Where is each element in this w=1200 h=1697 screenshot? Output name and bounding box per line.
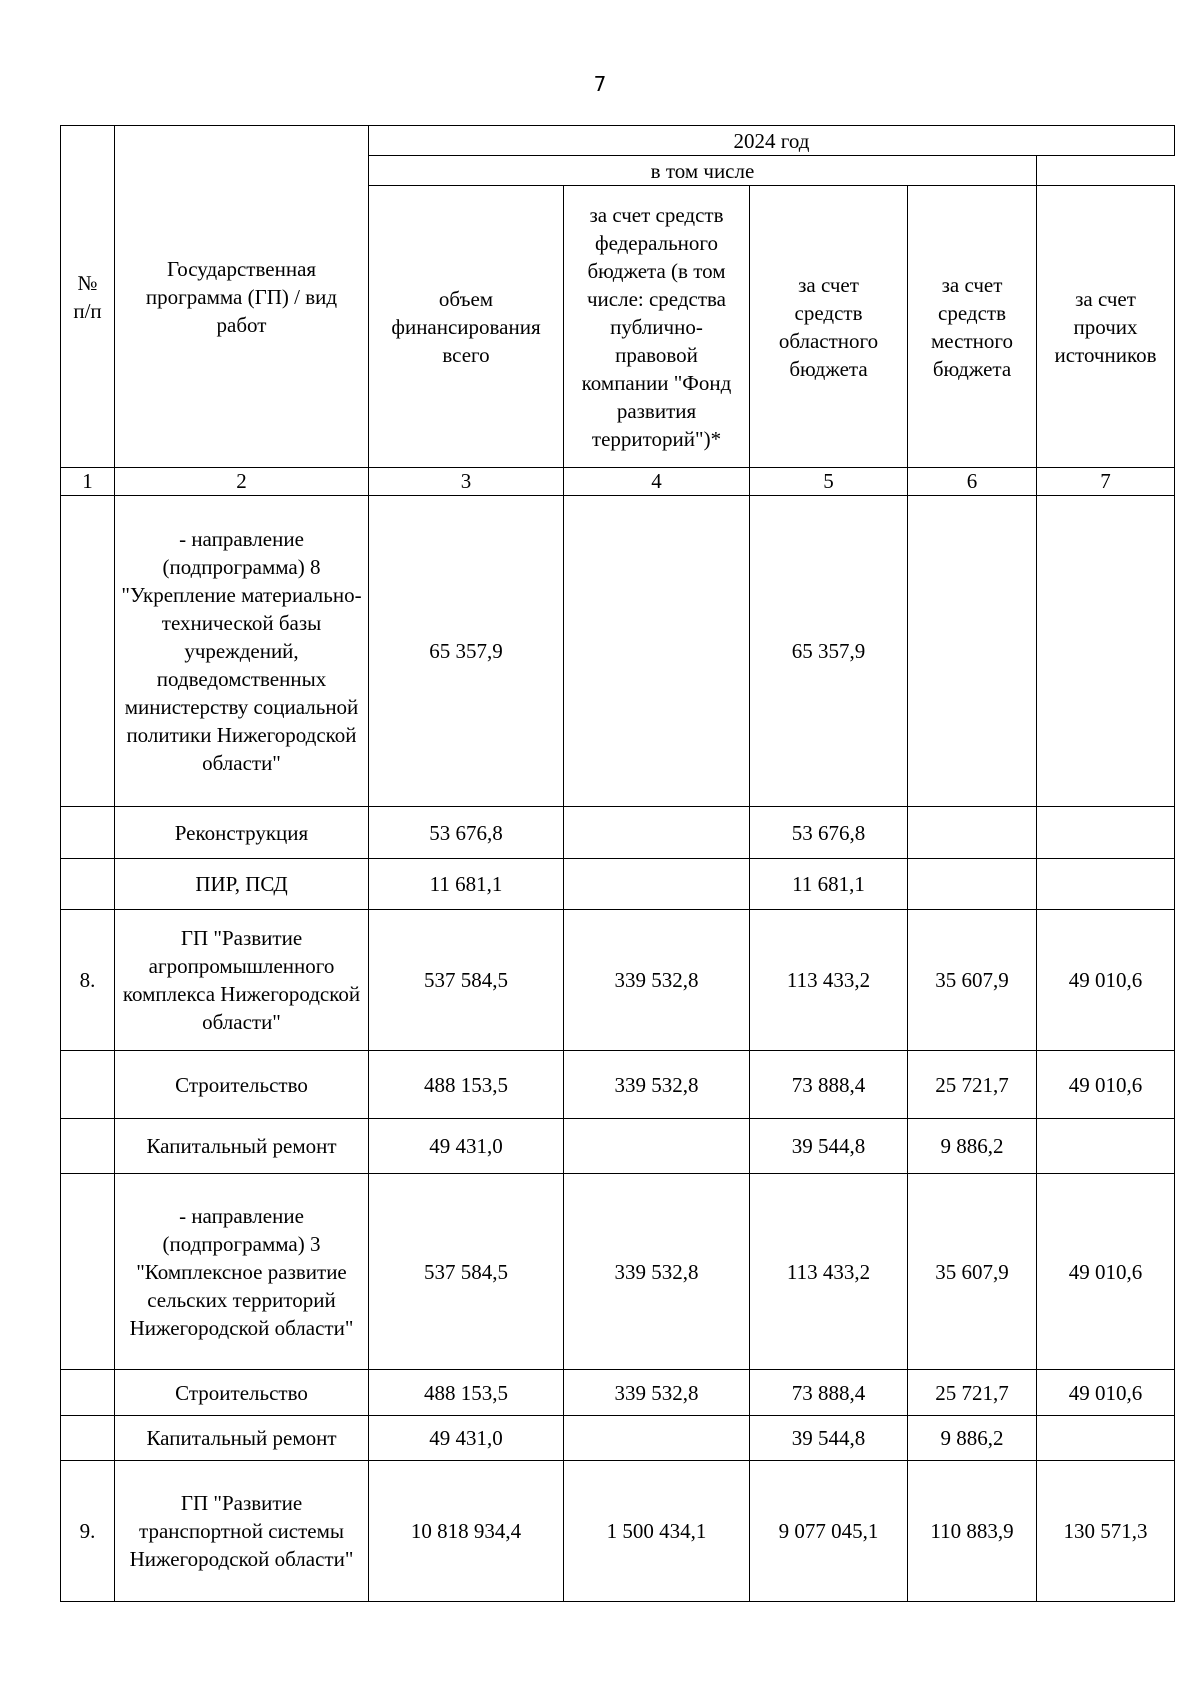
row-local: 110 883,9 — [908, 1461, 1037, 1602]
row-regional: 73 888,4 — [750, 1370, 908, 1416]
page-number: 7 — [593, 72, 607, 96]
header-including: в том числе — [369, 156, 1037, 186]
column-number: 2 — [115, 468, 369, 496]
row-regional: 11 681,1 — [750, 859, 908, 910]
row-federal: 339 532,8 — [564, 1051, 750, 1119]
row-regional: 9 077 045,1 — [750, 1461, 908, 1602]
row-total: 53 676,8 — [369, 807, 564, 859]
row-num: 9. — [61, 1461, 115, 1602]
row-other: 49 010,6 — [1037, 1370, 1175, 1416]
row-total: 65 357,9 — [369, 496, 564, 807]
row-num — [61, 807, 115, 859]
row-federal — [564, 496, 750, 807]
table-row — [61, 1416, 1175, 1461]
budget-table — [60, 125, 1175, 1602]
row-total: 11 681,1 — [369, 859, 564, 910]
row-other — [1037, 859, 1175, 910]
row-name: ГП "Развитие транспортной системы Нижегородской области" — [115, 1461, 369, 1602]
row-name: - направление (подпрограмма) 8 "Укрепление материально-технической базы учреждений, подведомственных министерству социальной политики Нижегородской области" — [115, 496, 369, 807]
table-row — [61, 1119, 1175, 1174]
row-federal: 339 532,8 — [564, 910, 750, 1051]
row-other — [1037, 1416, 1175, 1461]
row-num — [61, 1416, 115, 1461]
row-regional: 73 888,4 — [750, 1051, 908, 1119]
column-number: 7 — [1037, 468, 1175, 496]
column-numbers-row — [61, 468, 1175, 496]
row-other — [1037, 807, 1175, 859]
row-name: Реконструкция — [115, 807, 369, 859]
row-name: Капитальный ремонт — [115, 1416, 369, 1461]
row-total: 49 431,0 — [369, 1416, 564, 1461]
row-regional: 53 676,8 — [750, 807, 908, 859]
row-other — [1037, 496, 1175, 807]
header-local: за счет средств местного бюджета — [908, 186, 1037, 468]
row-other: 49 010,6 — [1037, 1051, 1175, 1119]
row-total: 488 153,5 — [369, 1051, 564, 1119]
row-num — [61, 1051, 115, 1119]
row-federal — [564, 807, 750, 859]
table-row — [61, 807, 1175, 859]
column-number: 1 — [61, 468, 115, 496]
row-name: Строительство — [115, 1051, 369, 1119]
row-local — [908, 807, 1037, 859]
header-other: за счет прочих источников — [1037, 186, 1175, 468]
header-total: объем финансирования всего — [369, 186, 564, 468]
row-num — [61, 859, 115, 910]
row-local: 25 721,7 — [908, 1051, 1037, 1119]
row-federal: 339 532,8 — [564, 1174, 750, 1370]
row-federal — [564, 859, 750, 910]
row-federal: 339 532,8 — [564, 1370, 750, 1416]
row-other — [1037, 1119, 1175, 1174]
table-row — [61, 859, 1175, 910]
column-number: 5 — [750, 468, 908, 496]
row-regional: 113 433,2 — [750, 1174, 908, 1370]
column-number: 4 — [564, 468, 750, 496]
header-year: 2024 год — [369, 126, 1175, 156]
row-regional: 65 357,9 — [750, 496, 908, 807]
column-number: 6 — [908, 468, 1037, 496]
row-local: 25 721,7 — [908, 1370, 1037, 1416]
row-other: 49 010,6 — [1037, 910, 1175, 1051]
row-name: ПИР, ПСД — [115, 859, 369, 910]
row-other: 130 571,3 — [1037, 1461, 1175, 1602]
row-total: 49 431,0 — [369, 1119, 564, 1174]
header-program: Государственная программа (ГП) / вид работ — [115, 126, 369, 468]
table-header — [61, 126, 1175, 468]
row-total: 537 584,5 — [369, 910, 564, 1051]
row-regional: 39 544,8 — [750, 1416, 908, 1461]
table-row — [61, 1461, 1175, 1602]
header-regional: за счет средств областного бюджета — [750, 186, 908, 468]
table-row — [61, 496, 1175, 807]
table-row — [61, 1051, 1175, 1119]
row-name: Строительство — [115, 1370, 369, 1416]
row-local: 9 886,2 — [908, 1416, 1037, 1461]
row-num — [61, 1119, 115, 1174]
row-total: 10 818 934,4 — [369, 1461, 564, 1602]
row-name: - направление (подпрограмма) 3 "Комплексное развитие сельских территорий Нижегородской области" — [115, 1174, 369, 1370]
row-total: 537 584,5 — [369, 1174, 564, 1370]
row-federal — [564, 1416, 750, 1461]
row-federal — [564, 1119, 750, 1174]
row-num — [61, 1370, 115, 1416]
row-other: 49 010,6 — [1037, 1174, 1175, 1370]
row-num — [61, 1174, 115, 1370]
row-local — [908, 496, 1037, 807]
row-num: 8. — [61, 910, 115, 1051]
row-local: 35 607,9 — [908, 1174, 1037, 1370]
row-federal: 1 500 434,1 — [564, 1461, 750, 1602]
table-row — [61, 1370, 1175, 1416]
row-name: ГП "Развитие агропромышленного комплекса Нижегородской области" — [115, 910, 369, 1051]
header-num: № п/п — [61, 126, 115, 468]
table-row — [61, 1174, 1175, 1370]
row-regional: 39 544,8 — [750, 1119, 908, 1174]
row-local: 9 886,2 — [908, 1119, 1037, 1174]
row-local: 35 607,9 — [908, 910, 1037, 1051]
row-regional: 113 433,2 — [750, 910, 908, 1051]
row-local — [908, 859, 1037, 910]
table-row — [61, 910, 1175, 1051]
row-total: 488 153,5 — [369, 1370, 564, 1416]
column-number: 3 — [369, 468, 564, 496]
row-name: Капитальный ремонт — [115, 1119, 369, 1174]
row-num — [61, 496, 115, 807]
header-federal: за счет средств федерального бюджета (в том числе: средства публично-правовой компании "Фонд развития территорий")* — [564, 186, 750, 468]
